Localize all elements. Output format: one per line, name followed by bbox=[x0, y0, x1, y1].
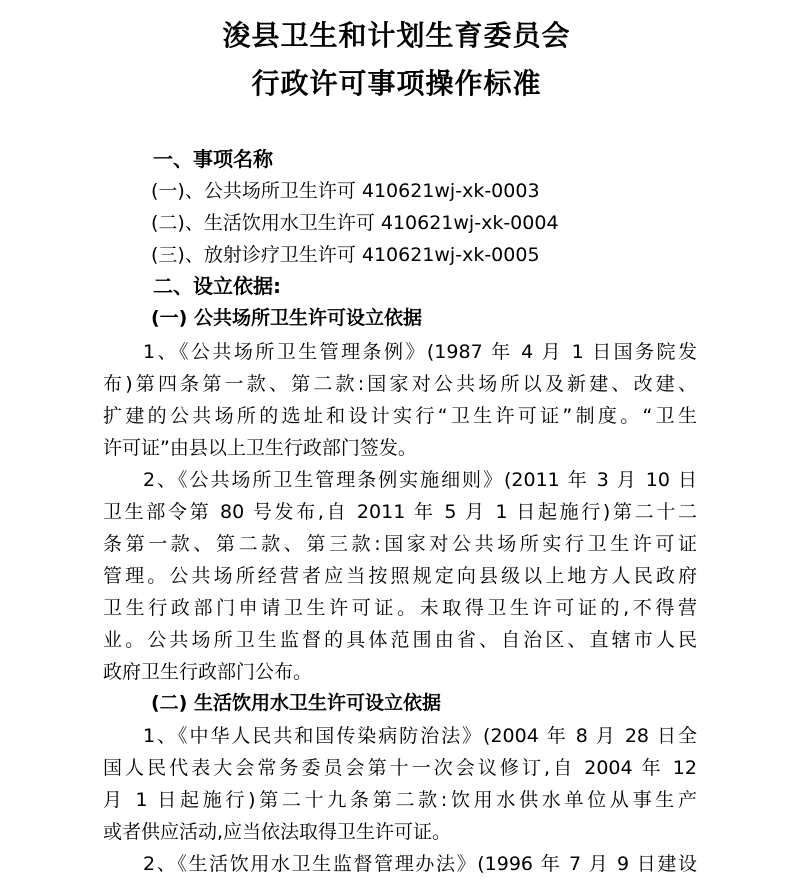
paragraph-line: 许可证”由县以上卫生行政部门签发。 bbox=[103, 437, 417, 459]
section-heading-item-names: 一、事项名称 bbox=[153, 147, 273, 171]
item-name-public-places: (一)、公共场所卫生许可 410621wj-xk-0003 bbox=[151, 180, 540, 202]
paragraph-line: 月 1 日起施行)第二十九条第二款:饮用水供水单位从事生产 bbox=[103, 789, 697, 811]
paragraph-line: 布)第四条第一款、第二款:国家对公共场所以及新建、改建、 bbox=[103, 373, 697, 395]
document-title-line-2: 行政许可事项操作标准 bbox=[251, 67, 542, 100]
paragraph-line: 或者供应活动,应当依法取得卫生许可证。 bbox=[103, 821, 452, 843]
item-name-radiology: (三)、放射诊疗卫生许可 410621wj-xk-0005 bbox=[151, 244, 540, 266]
item-name-drinking-water: (二)、生活饮用水卫生许可 410621wj-xk-0004 bbox=[151, 212, 559, 234]
paragraph-line: 卫生行政部门申请卫生许可证。未取得卫生许可证的,不得营 bbox=[103, 597, 697, 619]
paragraph-line: 政府卫生行政部门公布。 bbox=[103, 661, 313, 683]
paragraph-line: 1、《中华人民共和国传染病防治法》(2004 年 8 月 28 日全 bbox=[143, 725, 697, 747]
paragraph-line: 卫生部令第 80 号发布,自 2011 年 5 月 1 日起施行)第二十二 bbox=[103, 501, 697, 523]
paragraph-line: 1、《公共场所卫生管理条例》(1987 年 4 月 1 日国务院发 bbox=[143, 341, 697, 363]
paragraph-line: 2、《公共场所卫生管理条例实施细则》(2011 年 3 月 10 日 bbox=[143, 469, 697, 491]
paragraph-line: 扩建的公共场所的选址和设计实行“卫生许可证”制度。“卫生 bbox=[103, 405, 697, 427]
subsection-heading-drinking-water: (二) 生活饮用水卫生许可设立依据 bbox=[151, 692, 441, 714]
paragraph-line: 2、《生活饮用水卫生监督管理办法》(1996 年 7 月 9 日建设 bbox=[143, 853, 697, 875]
paragraph-line: 业。公共场所卫生监督的具体范围由省、自治区、直辖市人民 bbox=[103, 629, 697, 651]
paragraph-line: 管理。公共场所经营者应当按照规定向县级以上地方人民政府 bbox=[103, 565, 697, 587]
document-title-line-1: 浚县卫生和计划生育委员会 bbox=[222, 19, 571, 52]
section-heading-legal-basis: 二、设立依据: bbox=[153, 274, 281, 298]
paragraph-line: 条第一款、第二款、第三款:国家对公共场所实行卫生许可证 bbox=[103, 533, 697, 555]
subsection-heading-public-places: (一) 公共场所卫生许可设立依据 bbox=[151, 307, 422, 329]
paragraph-line: 国人民代表大会常务委员会第十一次会议修订,自 2004 年 12 bbox=[103, 757, 697, 779]
